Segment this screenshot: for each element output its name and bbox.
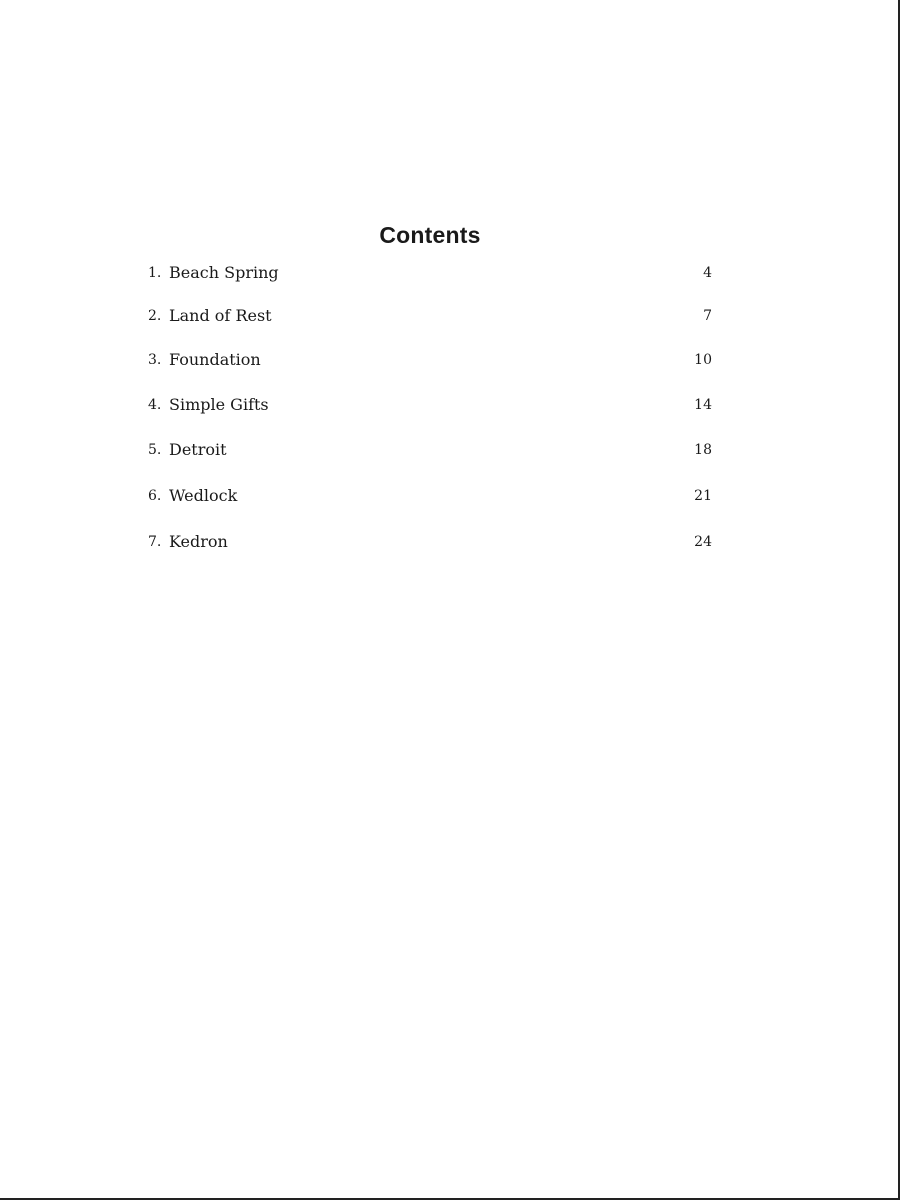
toc-entry-title: Beach Spring xyxy=(169,263,279,282)
toc-entry xyxy=(148,531,712,553)
toc-entry-page: 14 xyxy=(694,397,712,413)
toc-entry-title: Simple Gifts xyxy=(169,395,269,414)
toc-entry-number: 7. xyxy=(148,534,162,550)
toc-entry-number: 3. xyxy=(148,352,162,368)
toc-entry xyxy=(148,305,712,327)
toc-entry-page: 21 xyxy=(694,488,712,504)
toc-entry-page: 10 xyxy=(694,352,712,368)
toc-entry-number: 5. xyxy=(148,442,162,458)
toc-entry-page: 7 xyxy=(703,308,712,324)
toc-entry xyxy=(148,349,712,371)
toc-entry-number: 2. xyxy=(148,308,162,324)
toc-entry xyxy=(148,485,712,507)
page-title: Contents xyxy=(379,222,481,248)
toc-entry xyxy=(148,439,712,461)
toc-entry-title: Kedron xyxy=(169,532,228,551)
toc-entry-title: Land of Rest xyxy=(169,306,272,325)
toc-entry-title: Wedlock xyxy=(169,486,238,505)
toc-entry-title: Foundation xyxy=(169,350,261,369)
toc-entry xyxy=(148,262,712,284)
toc-entry-page: 24 xyxy=(694,534,712,550)
toc-entry xyxy=(148,394,712,416)
toc-entry-number: 6. xyxy=(148,488,162,504)
toc-entry-number: 1. xyxy=(148,265,162,281)
toc-entry-page: 4 xyxy=(703,265,712,281)
toc-entry-page: 18 xyxy=(694,442,712,458)
toc-entry-title: Detroit xyxy=(169,440,227,459)
toc-entry-number: 4. xyxy=(148,397,162,413)
